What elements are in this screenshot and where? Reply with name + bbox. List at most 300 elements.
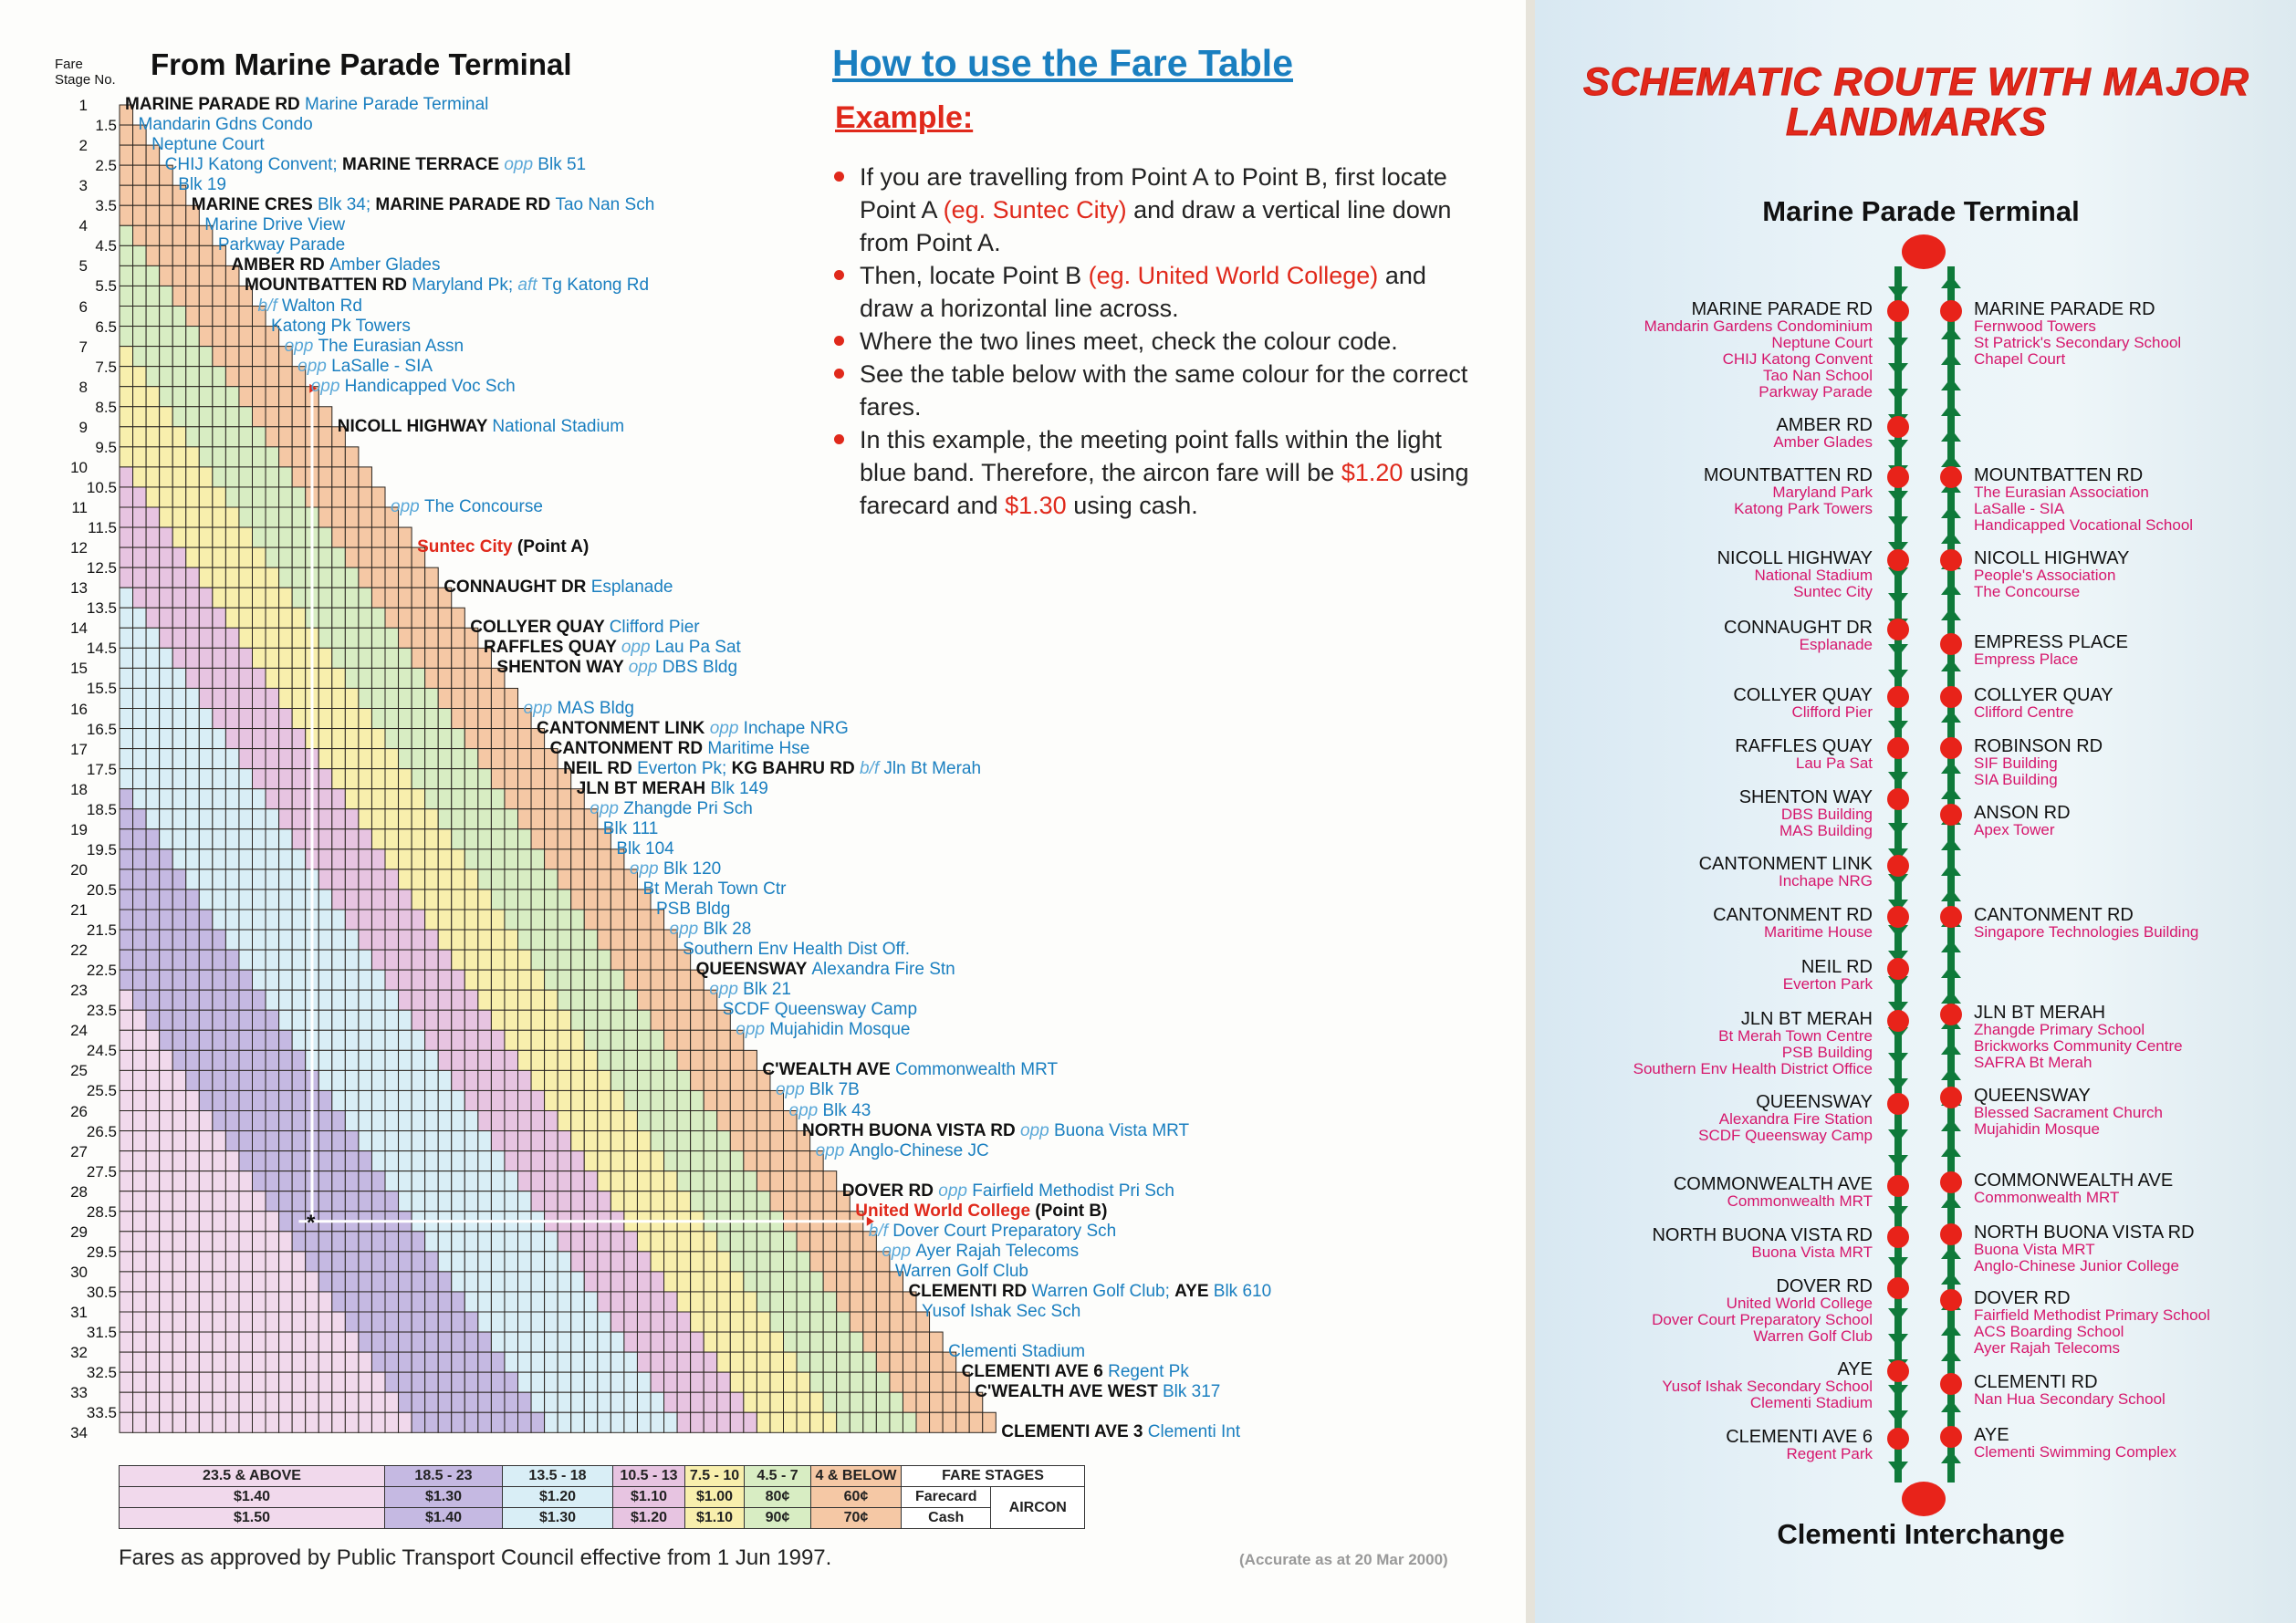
landmark: United World College xyxy=(1726,1295,1873,1312)
stop-landmark: Southern Env Health Dist Off. xyxy=(683,940,910,960)
inbound-stop xyxy=(1974,634,2128,668)
stop-landmark: Inchape NRG xyxy=(743,718,849,738)
up-arrow xyxy=(1941,378,1961,390)
stop-road: CLEMENTI AVE 3 xyxy=(1001,1422,1148,1442)
stage-number: 32.5 xyxy=(86,1364,117,1382)
down-arrow xyxy=(1888,338,1908,350)
stop-road-name: MARINE PARADE RD xyxy=(1691,299,1873,319)
stop-road-name: QUEENSWAY xyxy=(1974,1086,2091,1106)
stop-road: CONNAUGHT DR xyxy=(444,577,591,598)
stop-road: RAFFLES QUAY xyxy=(483,638,621,658)
up-arrow xyxy=(1941,403,1961,416)
inbound-stop xyxy=(1974,1004,2183,1071)
stage-number: 33 xyxy=(70,1384,88,1402)
band-cell: 13.5 - 18 xyxy=(503,1466,613,1487)
up-arrow xyxy=(1941,761,1961,774)
down-arrow xyxy=(1888,363,1908,376)
outbound-stop xyxy=(1726,1429,1873,1462)
landmark: SAFRA Bt Merah xyxy=(1974,1054,2092,1071)
cash-cell: $1.20 xyxy=(613,1508,685,1529)
outbound-stop-dot xyxy=(1887,619,1909,640)
stop-road-name: COLLYER QUAY xyxy=(1733,685,1873,705)
down-arrow xyxy=(1888,440,1908,453)
outbound-stop xyxy=(1704,467,1873,517)
landmark: Commonwealth MRT xyxy=(1974,1189,2120,1206)
outbound-stop-dot xyxy=(1887,855,1909,877)
stage-number: 8.5 xyxy=(95,398,117,416)
stage-number: 5 xyxy=(78,257,88,276)
stage-number: 32 xyxy=(70,1344,88,1362)
stop-road-name: COMMONWEALTH AVE xyxy=(1673,1174,1873,1194)
landmark: Amber Glades xyxy=(1773,433,1873,451)
stop-road-name: CLEMENTI AVE 6 xyxy=(1726,1427,1873,1447)
stop-prefix: b/f xyxy=(859,758,884,778)
stop-road-name: NEIL RD xyxy=(1800,957,1873,977)
outbound-stop-dot xyxy=(1887,1360,1909,1382)
up-arrow xyxy=(1941,454,1961,467)
stop-landmark: Mujahidin Mosque xyxy=(769,1020,911,1040)
outbound-stop-dot xyxy=(1887,906,1909,928)
instruction-1-text: If you are travelling from Point A to Point B, first locate Point A xyxy=(860,163,1447,224)
stop-landmark: Clementi Int xyxy=(1147,1422,1241,1442)
down-arrow xyxy=(1888,593,1908,606)
stop-road: C'WEALTH AVE WEST xyxy=(975,1382,1163,1402)
stop-landmark: Blk 7B xyxy=(809,1080,860,1100)
up-arrow xyxy=(1941,1272,1961,1285)
schematic-title-line1: SCHEMATIC ROUTE WITH MAJOR xyxy=(1583,60,2249,104)
cash-cell: $1.10 xyxy=(685,1508,745,1529)
stop-road-name: DOVER RD xyxy=(1974,1288,2071,1308)
stop-road: CLEMENTI AVE 6 xyxy=(961,1362,1109,1382)
stop-prefix: opp xyxy=(788,1100,823,1120)
up-arrow xyxy=(1941,1067,1961,1080)
landmark: Suntec City xyxy=(1793,583,1873,600)
landmark: Katong Park Towers xyxy=(1734,500,1873,517)
stop-prefix: b/f xyxy=(257,296,282,316)
stop-road: KG BAHRU RD xyxy=(731,758,860,778)
start-terminal: Marine Parade Terminal xyxy=(1762,195,2080,227)
landmark: Alexandra Fire Station xyxy=(1718,1110,1873,1128)
stop-prefix: opp xyxy=(736,1020,770,1040)
farecard-cell: $1.40 xyxy=(120,1487,385,1508)
outbound-stop-dot xyxy=(1887,416,1909,438)
down-arrow xyxy=(1888,1129,1908,1142)
point-label: (Point B) xyxy=(1035,1201,1108,1221)
stop-prefix: opp xyxy=(629,858,663,879)
stop-landmark: Blk 51 xyxy=(537,155,587,175)
stage-number: 11 xyxy=(71,499,88,516)
inbound-stop-dot xyxy=(1940,686,1962,708)
stop-road: COLLYER QUAY xyxy=(470,618,610,638)
up-arrow xyxy=(1941,1118,1961,1131)
up-arrow xyxy=(1941,1399,1961,1412)
stop-prefix: opp xyxy=(669,920,704,940)
stop-landmark: Regent Pk xyxy=(1108,1362,1189,1382)
up-arrow xyxy=(1941,429,1961,442)
landmark: The Concourse xyxy=(1974,583,2081,600)
inbound-stop-dot xyxy=(1940,1373,1962,1395)
page-title: From Marine Parade Terminal xyxy=(151,47,572,81)
instruction-1-example: (eg. Suntec City) xyxy=(943,196,1127,224)
stop-landmark: Buona Vista MRT xyxy=(1053,1120,1190,1140)
landmark: SIA Building xyxy=(1974,771,2058,788)
stop-road-name: NICOLL HIGHWAY xyxy=(1717,548,1873,568)
stop-prefix: opp xyxy=(628,658,663,678)
down-arrow xyxy=(1888,721,1908,733)
up-arrow xyxy=(1941,838,1961,850)
down-arrow xyxy=(1888,516,1908,529)
stop-prefix: opp xyxy=(709,718,744,738)
stage-number: 26.5 xyxy=(86,1122,117,1140)
down-arrow xyxy=(1888,1206,1908,1219)
point-label: (Point A) xyxy=(517,537,590,557)
landmark: Tao Nan School xyxy=(1762,367,1873,384)
stage-number: 29 xyxy=(70,1222,88,1241)
stop-road-name: MOUNTBATTEN RD xyxy=(1703,465,1873,485)
farecard-cell: $1.30 xyxy=(385,1487,503,1508)
stage-number: 26 xyxy=(70,1102,88,1120)
stage-number: 5.5 xyxy=(95,277,117,296)
band-cell: 18.5 - 23 xyxy=(385,1466,503,1487)
outbound-stop xyxy=(1733,687,1873,721)
stage-number: 24 xyxy=(70,1022,88,1040)
landmark: Clifford Centre xyxy=(1974,703,2074,721)
stop-landmark: Fairfield Methodist Pri Sch xyxy=(972,1181,1174,1201)
up-arrow xyxy=(1941,1042,1961,1055)
landmark: Esplanade xyxy=(1799,636,1873,653)
stop-landmark: Blk 28 xyxy=(703,920,752,940)
landmark: Commonwealth MRT xyxy=(1727,1192,1873,1210)
cash-cell: 90¢ xyxy=(745,1508,811,1529)
stop-road: NORTH BUONA VISTA RD xyxy=(802,1120,1020,1140)
stop-road-name: COMMONWEALTH AVE xyxy=(1974,1170,2174,1191)
band-cell: 23.5 & ABOVE xyxy=(120,1466,385,1487)
inbound-stop xyxy=(1974,1224,2195,1274)
stop-landmark: Esplanade xyxy=(590,577,673,598)
stop-road: CANTONMENT LINK xyxy=(537,718,710,738)
stop-road: CANTONMENT RD xyxy=(549,738,708,758)
stop-prefix: opp xyxy=(391,497,424,516)
stage-number: 17 xyxy=(70,740,88,758)
stage-number: 34 xyxy=(70,1424,88,1442)
stop-landmark: SCDF Queensway Camp xyxy=(722,1000,918,1020)
down-arrow xyxy=(1888,1385,1908,1398)
stop-landmark: Blk 317 xyxy=(1162,1382,1221,1402)
stop-landmark: Alexandra Fire Stn xyxy=(811,960,955,980)
stop-landmark: The Eurasian Assn xyxy=(318,336,464,356)
outbound-stop xyxy=(1698,1094,1873,1144)
inbound-stop-dot xyxy=(1940,804,1962,826)
stage-number: 21.5 xyxy=(86,921,117,940)
stage-number: 13.5 xyxy=(86,599,117,618)
landmark: Clementi Stadium xyxy=(1749,1394,1873,1411)
up-arrow xyxy=(1941,276,1961,288)
inbound-stop-dot xyxy=(1940,1289,1962,1311)
stop-landmark: Blk 104 xyxy=(616,838,674,858)
stop-road: QUEENSWAY xyxy=(695,960,812,980)
landmark: Handicapped Vocational School xyxy=(1974,516,2194,534)
stop-road: AYE xyxy=(1174,1281,1214,1301)
instruction-2-example: (eg. United World College) xyxy=(1088,262,1379,289)
landmark: MAS Building xyxy=(1779,822,1873,839)
stop-prefix: opp xyxy=(621,638,655,658)
stop-road-name: NORTH BUONA VISTA RD xyxy=(1652,1225,1873,1245)
stop-prefix: opp xyxy=(938,1181,973,1201)
inbound-stop xyxy=(1974,1172,2173,1206)
stop-landmark: PSB Bldg xyxy=(656,900,731,919)
landmark: Empress Place xyxy=(1974,650,2079,668)
stage-number: 25 xyxy=(70,1062,88,1080)
outbound-stop xyxy=(1674,1176,1873,1210)
landmark: Maryland Park xyxy=(1772,484,1873,501)
stage-number: 15.5 xyxy=(86,680,117,698)
band-cell: 10.5 - 13 xyxy=(613,1466,685,1487)
stop-landmark: Tao Nan Sch xyxy=(555,195,655,215)
how-to-title: How to use the Fare Table xyxy=(832,42,1293,84)
outbound-stop-dot xyxy=(1887,466,1909,488)
stop-road: C'WEALTH AVE xyxy=(762,1060,895,1080)
end-terminal-marker xyxy=(1902,1482,1946,1516)
landmark: Brickworks Community Centre xyxy=(1974,1037,2183,1055)
stop-landmark: Jln Bt Merah xyxy=(883,758,982,778)
farecard-cell: 60¢ xyxy=(811,1487,902,1508)
up-arrow xyxy=(1941,1144,1961,1157)
stop-road-name: AMBER RD xyxy=(1776,415,1873,435)
stage-number: 12.5 xyxy=(86,559,117,577)
stage-number: 15 xyxy=(70,660,88,678)
up-arrow xyxy=(1941,889,1961,901)
landmark: Zhangde Primary School xyxy=(1974,1021,2145,1038)
stage-number: 22.5 xyxy=(86,962,117,980)
landmark: The Eurasian Association xyxy=(1974,484,2149,501)
landmark: SIF Building xyxy=(1974,754,2058,772)
stop-road-name: MARINE PARADE RD xyxy=(1974,299,2155,319)
stage-number: 17.5 xyxy=(86,760,117,778)
stop-landmark: Maryland Pk; xyxy=(412,276,518,296)
stop-landmark: Anglo-Chinese JC xyxy=(849,1140,989,1160)
outbound-stop-dot xyxy=(1887,1428,1909,1450)
stage-number: 27.5 xyxy=(86,1162,117,1181)
stop-road-name: EMPRESS PLACE xyxy=(1974,632,2128,652)
up-arrow xyxy=(1941,710,1961,723)
instruction-3: Where the two lines meet, check the colour code. xyxy=(832,325,1471,358)
cash-example-fare: $1.30 xyxy=(1005,492,1067,519)
outbound-stop xyxy=(1773,417,1873,451)
inbound-stop xyxy=(1974,805,2071,838)
outbound-stop xyxy=(1699,856,1873,890)
stop-road-name: CONNAUGHT DR xyxy=(1724,618,1873,638)
inbound-stop-dot xyxy=(1940,1004,1962,1025)
stop-road: MARINE CRES xyxy=(191,195,318,215)
inbound-stop xyxy=(1974,1374,2166,1408)
stop-landmark: Everton Pk; xyxy=(637,758,732,778)
inbound-stop-dot xyxy=(1940,549,1962,571)
stop-road-name: ROBINSON RD xyxy=(1974,736,2103,756)
landmark: CHIJ Katong Convent xyxy=(1722,350,1873,368)
stop-road-name: JLN BT MERAH xyxy=(1974,1003,2106,1023)
stop-landmark: DBS Bldg xyxy=(662,658,738,678)
stop-landmark: Blk 149 xyxy=(710,778,768,798)
stop-landmark: CHIJ Katong Convent; xyxy=(164,155,342,175)
stop-landmark: Yusof Ishak Sec Sch xyxy=(922,1302,1081,1321)
stop-landmark: Marine Parade Terminal xyxy=(305,95,489,114)
stop-road-name: CANTONMENT LINK xyxy=(1698,854,1873,874)
landmark: Southern Env Health District Office xyxy=(1633,1060,1873,1077)
stop-landmark: LaSalle - SIA xyxy=(331,356,433,376)
stop-road-name: CANTONMENT RD xyxy=(1713,905,1873,925)
landmark: SCDF Queensway Camp xyxy=(1698,1127,1873,1144)
stop-prefix: opp xyxy=(709,980,744,1000)
landmark: ACS Boarding School xyxy=(1974,1323,2124,1340)
down-arrow xyxy=(1888,823,1908,836)
landmark: Buona Vista MRT xyxy=(1751,1243,1873,1261)
up-arrow xyxy=(1941,327,1961,339)
stop-road-name: NICOLL HIGHWAY xyxy=(1974,548,2130,568)
up-arrow xyxy=(1941,940,1961,952)
landmark: Maritime House xyxy=(1763,923,1873,941)
cash-cell: 70¢ xyxy=(811,1508,902,1529)
stop-landmark: Warren Golf Club; xyxy=(1031,1281,1175,1301)
landmark: Mandarin Gardens Condominium xyxy=(1644,317,1873,335)
stop-landmark: Blk 19 xyxy=(178,175,226,195)
footnote: Fares as approved by Public Transport Council effective from 1 Jun 1997. xyxy=(119,1545,832,1570)
stop-road-name: AYE xyxy=(1837,1359,1873,1379)
landmark: Inchape NRG xyxy=(1779,872,1873,890)
up-arrow xyxy=(1941,1195,1961,1208)
stop-landmark: Mandarin Gdns Condo xyxy=(138,115,313,135)
stop-landmark: Clifford Pier xyxy=(609,618,700,638)
stop-road: CLEMENTI RD xyxy=(908,1281,1032,1301)
stop-road-name: COLLYER QUAY xyxy=(1974,685,2113,705)
stage-number: 30.5 xyxy=(86,1283,117,1301)
landmark: Fairfield Methodist Primary School xyxy=(1974,1306,2210,1324)
stage-number: 11.5 xyxy=(88,519,117,537)
inbound-stop xyxy=(1974,907,2198,941)
stage-number: 9.5 xyxy=(95,438,117,456)
stop-landmark: Handicapped Voc Sch xyxy=(344,376,516,396)
stop-landmark: Blk 43 xyxy=(822,1100,871,1120)
inbound-stop xyxy=(1974,738,2103,788)
stop-road: MARINE PARADE RD xyxy=(125,95,306,114)
down-arrow xyxy=(1888,1078,1908,1091)
outbound-stop-dot xyxy=(1887,958,1909,980)
inbound-stop xyxy=(1974,687,2113,721)
stage-number: 14 xyxy=(70,619,88,638)
stop-prefix: opp xyxy=(590,798,624,818)
farecard-cell: $1.20 xyxy=(503,1487,613,1508)
stop-road-name: MOUNTBATTEN RD xyxy=(1974,465,2144,485)
start-terminal-marker xyxy=(1902,234,1946,269)
outbound-stop xyxy=(1633,1011,1873,1077)
landmark: LaSalle - SIA xyxy=(1974,500,2065,517)
outbound-stop-dot xyxy=(1887,686,1909,708)
outbound-stop-dot xyxy=(1887,1175,1909,1197)
outbound-stop xyxy=(1783,959,1873,993)
inbound-stop xyxy=(1974,1427,2176,1461)
accuracy-note: (Accurate as at 20 Mar 2000) xyxy=(1239,1551,1448,1568)
stop-landmark: Blk 34; xyxy=(318,195,376,215)
outbound-stop xyxy=(1717,550,1873,600)
stop-landmark: Blk 111 xyxy=(602,818,659,838)
stop-prefix: opp xyxy=(284,336,318,356)
outbound-stop-dot xyxy=(1887,788,1909,810)
up-arrow xyxy=(1941,505,1961,518)
inbound-stop xyxy=(1974,301,2181,368)
stage-number: 7 xyxy=(78,338,88,356)
up-arrow xyxy=(1941,1451,1961,1463)
outbound-stop-dot xyxy=(1887,1226,1909,1248)
landmark: Mujahidin Mosque xyxy=(1974,1120,2100,1138)
stage-number: 4 xyxy=(78,217,88,235)
stop-landmark: Blk 21 xyxy=(743,980,791,1000)
stage-number: 18.5 xyxy=(86,800,117,818)
inbound-stop-dot xyxy=(1940,1223,1962,1245)
up-arrow xyxy=(1941,863,1961,876)
stage-number: 30 xyxy=(70,1263,88,1281)
stop-landmark: Tg Katong Rd xyxy=(541,276,650,296)
stop-landmark: Warren Golf Club xyxy=(894,1261,1028,1281)
stage-number: 1 xyxy=(78,97,88,114)
stage-number: 12 xyxy=(70,539,88,557)
landmark: St Patrick's Secondary School xyxy=(1974,334,2182,351)
stop-road: AMBER RD xyxy=(231,255,330,276)
inbound-stop-dot xyxy=(1940,1426,1962,1448)
stop-landmark: Zhangde Pri Sch xyxy=(623,798,753,818)
down-arrow xyxy=(1888,389,1908,401)
down-arrow xyxy=(1888,1308,1908,1321)
stage-number: 31 xyxy=(70,1304,88,1321)
stop-road-name: QUEENSWAY xyxy=(1756,1092,1873,1112)
stage-number: 7.5 xyxy=(95,358,117,376)
outbound-stop-dot xyxy=(1887,1277,1909,1299)
stop-road: MARINE TERRACE xyxy=(341,155,505,175)
stop-prefix: opp xyxy=(297,356,332,376)
up-arrow xyxy=(1941,965,1961,978)
landmark: People's Association xyxy=(1974,567,2116,584)
landmark: DBS Building xyxy=(1780,806,1873,823)
stage-number: 20.5 xyxy=(86,880,117,899)
down-arrow xyxy=(1888,1257,1908,1270)
stop-landmark: Lau Pa Sat xyxy=(654,638,741,658)
example-heading: Example: xyxy=(835,100,974,135)
stop-landmark: Katong Pk Towers xyxy=(271,316,411,336)
up-arrow xyxy=(1941,786,1961,799)
up-arrow xyxy=(1941,582,1961,595)
stop-road-name: AYE xyxy=(1974,1425,2009,1445)
stop-landmark: Commonwealth MRT xyxy=(895,1060,1059,1080)
outbound-stop-dot xyxy=(1887,300,1909,322)
stop-road: MOUNTBATTEN RD xyxy=(244,276,412,296)
stop-road: MARINE PARADE RD xyxy=(375,195,556,215)
down-arrow xyxy=(1888,286,1908,299)
landmark: Regent Park xyxy=(1786,1445,1873,1462)
down-arrow xyxy=(1888,1410,1908,1423)
up-arrow xyxy=(1941,608,1961,620)
stop-road: SHENTON WAY xyxy=(496,658,629,678)
stop-landmark: Clementi Stadium xyxy=(948,1342,1086,1362)
landmark: Anglo-Chinese Junior College xyxy=(1974,1257,2179,1274)
up-arrow xyxy=(1941,659,1961,671)
stage-number: 3 xyxy=(78,177,88,195)
point-stop-name: Suntec City xyxy=(417,537,517,557)
stop-prefix: aft xyxy=(517,276,542,296)
landmark: Buona Vista MRT xyxy=(1974,1241,2095,1258)
up-arrow xyxy=(1941,1323,1961,1336)
stop-road-name: CANTONMENT RD xyxy=(1974,905,2134,925)
stage-number: 6.5 xyxy=(95,317,117,336)
stop-landmark: National Stadium xyxy=(492,416,625,436)
end-terminal: Clementi Interchange xyxy=(1777,1518,2065,1550)
